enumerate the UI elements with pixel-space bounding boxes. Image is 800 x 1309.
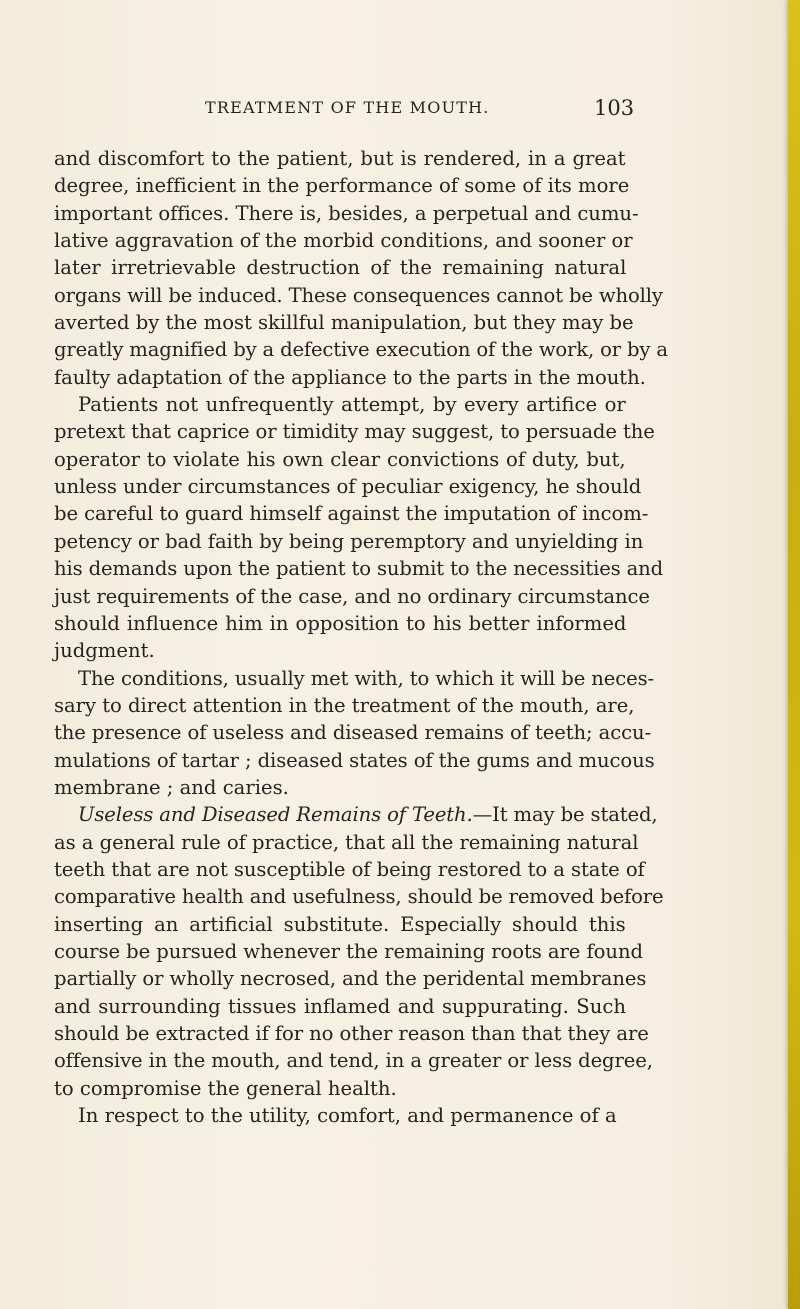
text-line: inserting an artificial substitute. Especially should this (54, 912, 626, 936)
text-line: partially or wholly necrosed, and the peridental membranes (54, 967, 647, 991)
page-header (0, 96, 788, 126)
text-line: and surrounding tissues inflamed and suppurating. Such (54, 994, 626, 1018)
text-line: faulty adaptation of the appliance to the parts in the mouth. (54, 365, 646, 389)
text-line: membrane ; and caries. (54, 775, 289, 799)
text-line: course be pursued whenever the remaining roots are found (54, 939, 643, 963)
text-line: important offices. There is, besides, a perpetual and cumu- (54, 201, 639, 225)
text-line: his demands upon the patient to submit to the necessities and (54, 557, 664, 581)
text-line: Patients not unfrequently attempt, by every artifice or (78, 393, 626, 417)
text-line: comparative health and usefulness, should be removed before (54, 885, 664, 909)
text-run: —It may be stated, (472, 803, 658, 827)
page-edge (788, 0, 800, 1309)
text-line: the presence of useless and diseased remains of teeth; accu- (54, 721, 652, 745)
text-line: pretext that caprice or timidity may suggest, to persuade the (54, 420, 655, 444)
text-line: petency or bad faith by being peremptory and unyielding in (54, 529, 644, 553)
text-line: to compromise the general health. (54, 1076, 397, 1100)
text-line: judgment. (54, 639, 155, 663)
text-line: The conditions, usually met with, to which it will be neces- (78, 666, 655, 690)
running-title: TREATMENT OF THE MOUTH. (205, 98, 490, 117)
text-line: unless under circumstances of peculiar exigency, he should (54, 475, 642, 499)
page-number: 103 (594, 96, 635, 120)
text-line: just requirements of the case, and no ordinary circumstance (54, 584, 650, 608)
text-line: should influence him in opposition to his better informed (54, 611, 627, 635)
text-line: organs will be induced. These consequences cannot be wholly (54, 283, 663, 307)
text-line: In respect to the utility, comfort, and permanence of a (78, 1104, 617, 1128)
text-line: later irretrievable destruction of the remaining natural (54, 256, 627, 280)
text-line: should be extracted if for no other reason than that they are (54, 1022, 649, 1045)
text-line: and discomfort to the patient, but is rendered, in a great (54, 147, 626, 170)
text-line: lative aggravation of the morbid conditions, and sooner or (54, 229, 633, 253)
text-line: degree, inefficient in the performance of some of its more (54, 174, 630, 198)
text-line: operator to violate his own clear convictions of duty, but, (54, 447, 626, 471)
text-line: sary to direct attention in the treatment of the mouth, are, (54, 693, 635, 717)
text-line (54, 801, 658, 828)
text-line: as a general rule of practice, that all the remaining natural (54, 830, 639, 854)
text-line: offensive in the mouth, and tend, in a greater or less degree, (54, 1049, 653, 1073)
section-heading: Useless and Diseased Remains of Teeth. (78, 803, 473, 827)
text-line: be careful to guard himself against the imputation of incom- (54, 502, 649, 526)
text-line: mulations of tartar ; diseased states of the gums and mucous (54, 748, 655, 772)
text-line: teeth that are not susceptible of being restored to a state of (54, 857, 645, 881)
body-text (54, 145, 668, 1129)
text-line: greatly magnified by a defective execution of the work, or by a (54, 338, 668, 362)
text-line: averted by the most skillful manipulation, but they may be (54, 311, 634, 335)
